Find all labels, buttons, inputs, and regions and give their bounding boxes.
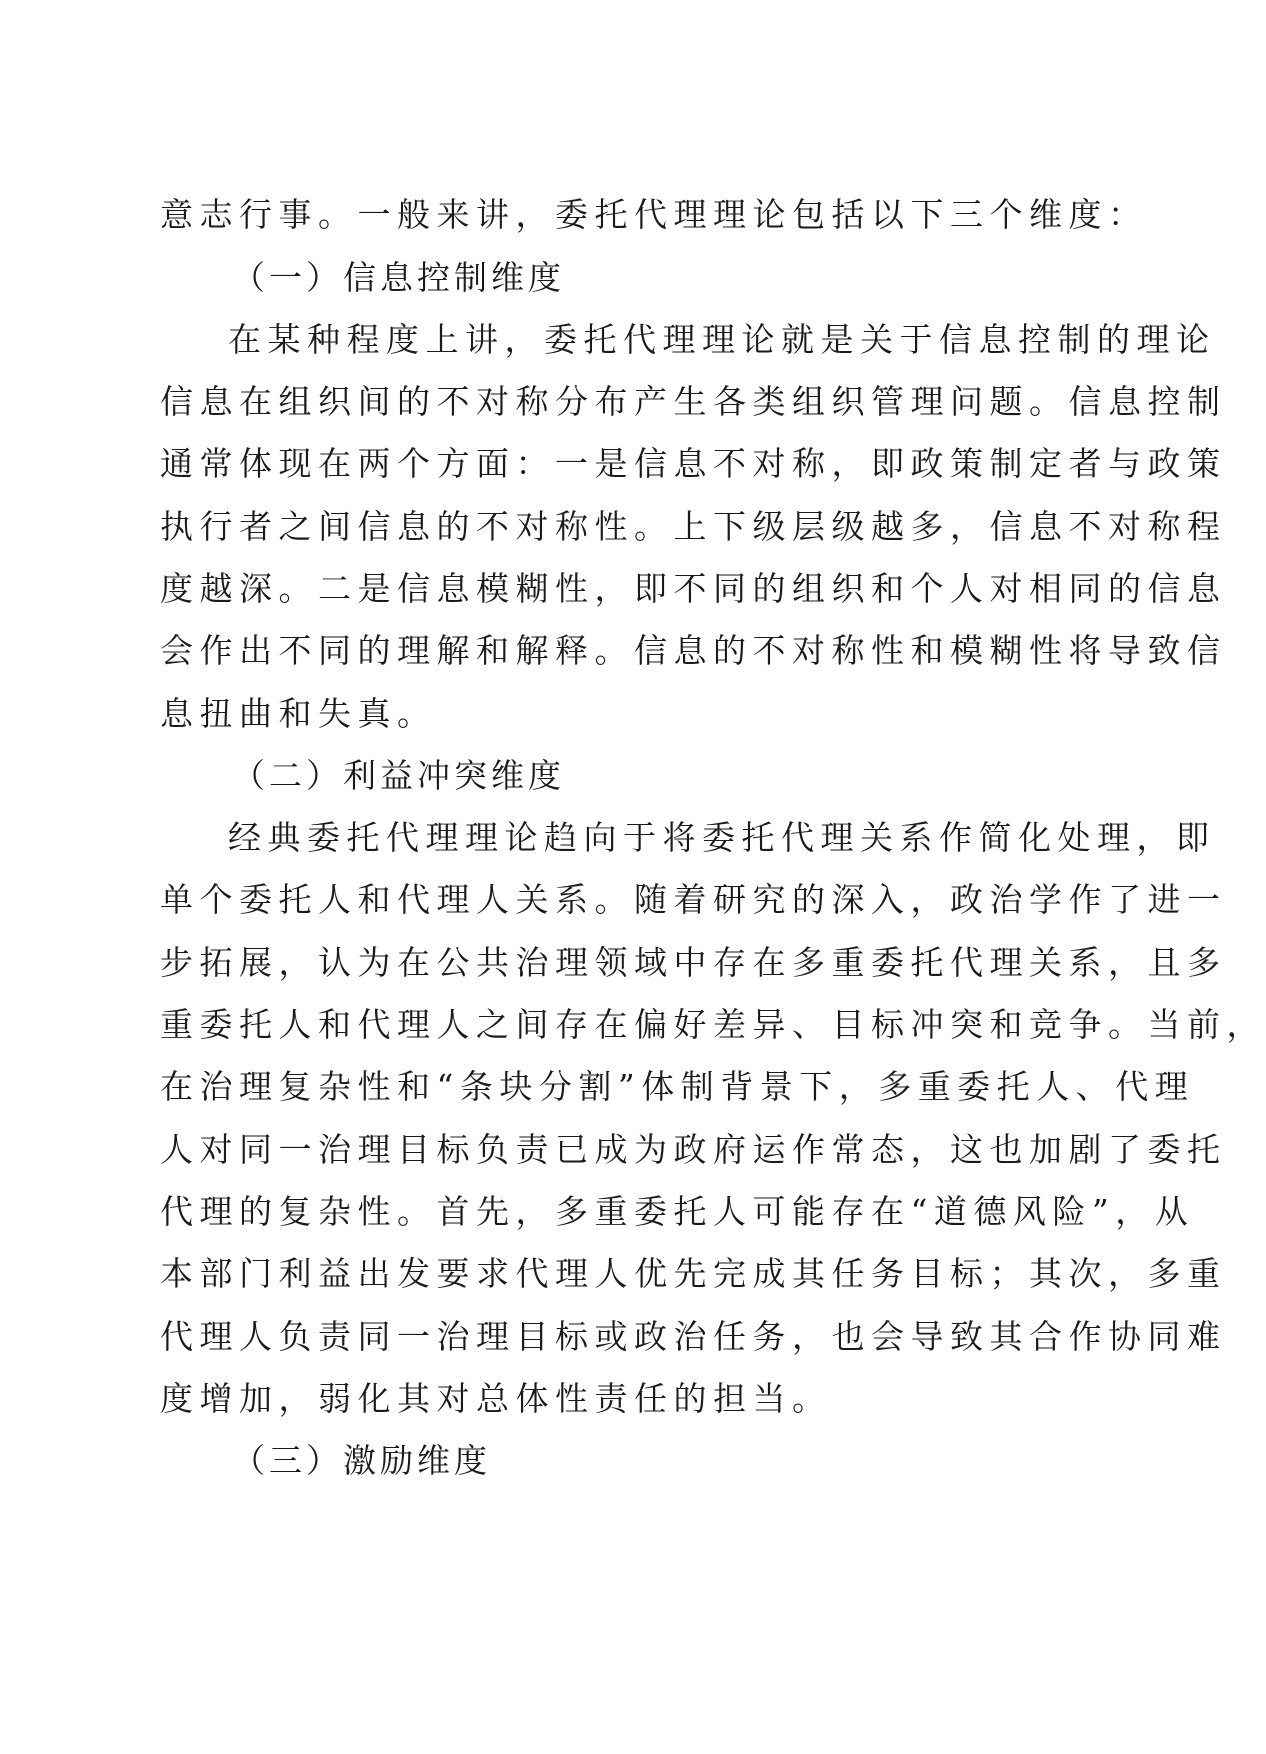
paragraph-line: 在某种程度上讲，委托代理理论就是关于信息控制的理论 (228, 320, 1216, 359)
paragraph-line: 经典委托代理理论趋向于将委托代理关系作简化处理，即 (228, 818, 1216, 857)
paragraph-line: 人对同一治理目标负责已成为政府运作常态，这也加剧了委托 (160, 1130, 1227, 1169)
paragraph-line: 会作出不同的理解和解释。信息的不对称性和模糊性将导致信 (160, 631, 1227, 670)
paragraph-line: 单个委托人和代理人关系。随着研究的深入，政治学作了进一 (160, 880, 1227, 919)
paragraph-line: 代理人负责同一治理目标或政治任务，也会导致其合作协同难 (160, 1317, 1227, 1356)
section-heading-information-control: （一）信息控制维度 (232, 258, 565, 297)
paragraph-line: 信息在组织间的不对称分布产生各类组织管理问题。信息控制 (160, 382, 1227, 421)
paragraph-line: 度增加，弱化其对总体性责任的担当。 (160, 1379, 832, 1418)
paragraph-line: 步拓展，认为在公共治理领域中存在多重委托代理关系，且多 (160, 943, 1227, 982)
section-heading-interest-conflict: （二）利益冲突维度 (232, 756, 565, 795)
paragraph-line: 代理的复杂性。首先，多重委托人可能存在“道德风险”，从 (160, 1192, 1195, 1231)
paragraph-line: 执行者之间信息的不对称性。上下级层级越多，信息不对称程 (160, 507, 1227, 546)
paragraph-line: 度越深。二是信息模糊性，即不同的组织和个人对相同的信息 (160, 569, 1227, 608)
paragraph-line: 重委托人和代理人之间存在偏好差异、目标冲突和竞争。当前， (160, 1005, 1266, 1044)
paragraph-line: 通常体现在两个方面：一是信息不对称，即政策制定者与政策 (160, 444, 1227, 483)
paragraph-line: 在治理复杂性和“条块分割”体制背景下，多重委托人、代理 (160, 1067, 1195, 1106)
paragraph-line: 息扭曲和失真。 (160, 694, 437, 733)
paragraph-line: 意志行事。一般来讲，委托代理理论包括以下三个维度： (160, 195, 1148, 234)
section-heading-incentive: （三）激励维度 (232, 1441, 491, 1480)
paragraph-line: 本部门利益出发要求代理人优先完成其任务目标；其次，多重 (160, 1254, 1227, 1293)
